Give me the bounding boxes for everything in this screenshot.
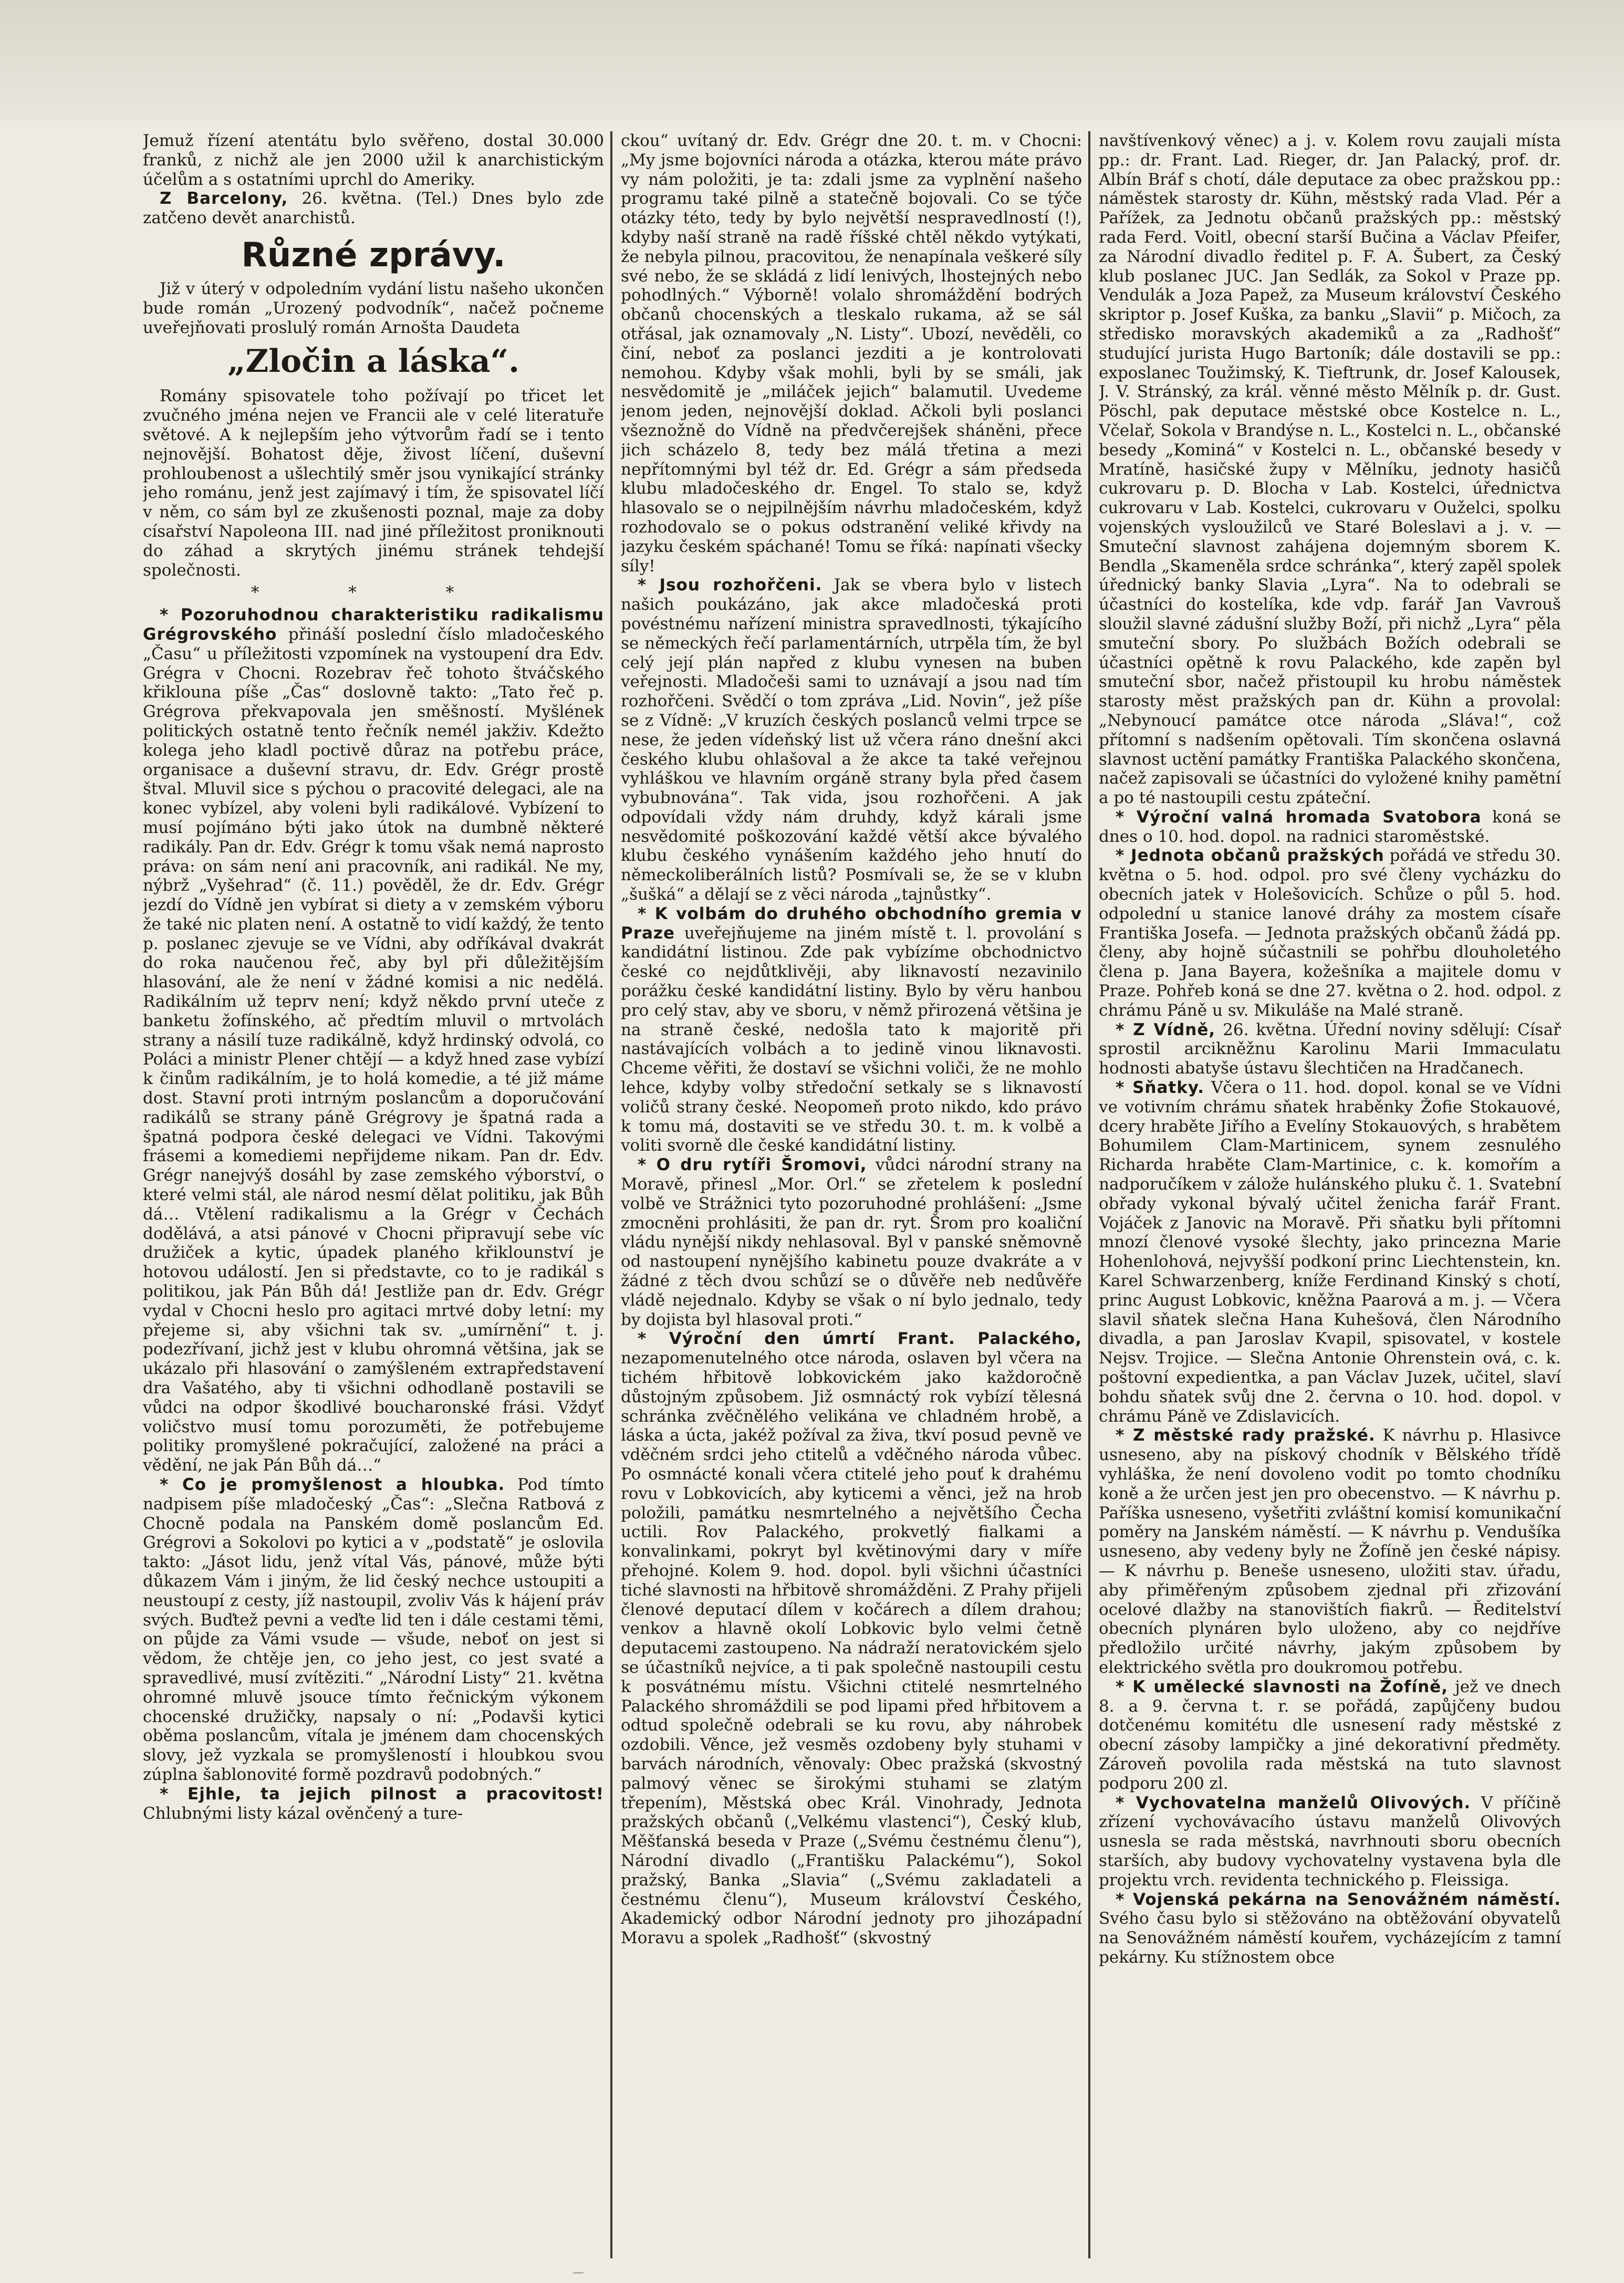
news-lead: * Vychovatelna manželů Olivových. (1116, 1793, 1471, 1812)
announcement-text: Již v úterý v odpoledním vydání listu našeho ukončen bude román „Urozený podvodník“, načež počneme uveřejňovati proslulý román Arnošta Daudeta (143, 279, 604, 337)
news-body: nezapomenutelného otce národa, oslaven byl včera na tichém hřbitově lobkovickém jako každoročně důstojným způsobem. Již osmnáctý rok vybízí tělesná schránka zvěčnělého velikána ve chladném hrobě, a láska a úcta, jakéž požíval za živa, tkví posud pevně ve vděčném srdci jeho ctitelů a vděčného národa vůbec. Po osmnácté konali včera ctitelé jeho pouť k drahému rovu v Lobkovicích, aby kyticemi a věnci, jež na hrob položili, památku nesmrtelného a největšího Čecha uctili. Rov Palackého, prokvetlý fialkami a konvalinkami, pokryt byl květinovými dary v míře přehojné. Kolem 9. hod. dopol. byli všichni účastníci tiché slavnosti na hřbitově shromážděni. Z Prahy přijeli členové deputací dílem v kočárech a dílem drahou; venkov a hlavně okolí Lobkovic bylo velmi četně deputacemi zastoupeno. Na nádraží neratovickém sjelo se účastníků nejvíce, a ti pak společně nastoupili cestu k posvátnému místu. Všichni ctitelé nesmrtelného Palackého shromáždili se pod lipami před hřbitovem a odtud společně odebrali se ku rovu, aby náhrobek ozdobili. Věnce, jež vesměs ozdobeny byly stuhami v barvách národních, věnovaly: Obec pražská (skvostný palmový věnec se širokými stuhami se zlatým třepením), Městská obec Král. Vinohrady, Jednota pražských občanů („Velkému vlastenci“), Český klub, Měšťanská beseda v Praze („Svému čestnému členu“), Národní divadlo („Františku Palackému“), Sokol pražský, Banka „Slavia“ („Svému zakladateli a čestnému členu“), Museum království Českého, Akademický odbor Národní jednoty pro jihozápadní Moravu a spolek „Radhošť“ (skvostný (621, 1349, 1082, 1948)
news-item (621, 904, 1082, 1155)
article-text: Jemuž řízení atentátu bylo svěřeno, dostal 30.000 franků, z nichž ale jen 2000 užil k anarchistickým účelům a s ostatními uprchl do Ameriky. (143, 131, 604, 189)
column-rule (1088, 131, 1090, 2258)
news-body: Pod tímto nadpisem píše mladočeský „Čas“: „Slečna Ratbová z Chocně podala na Panském domě poslancům Ed. Grégrovi a Sokolovi po kytici a v „podstatě“ je oslovila takto: „Jásot lidu, jenž vítal Vás, pánové, může býti důkazem Vám i jiným, že lid český nechce ustoupiti a neustoupí z cesty, jíž nastoupil, zvoliv Vás k hájení práv svých. Buďtež pevni a veďte lid ten i dále cestami těmi, on půjde za Vámi vsude — všude, neboť on jest si vědom, že chtěje jen, co jeho jest, co jest svaté a spravedlivé, musí zvítěziti.“ „Národní Listy“ 21. května ohromné mluvě jsouce tímto řečnickým výkonem chocenské družičky, napsaly o ní: „Podavši kytici oběma poslancům, vítala je jménem dam chocenských slovy, jež vyzkala se promyšleností i hloubkou svou zúplna šablonovité formě pozdravů podobných.“ (143, 1475, 604, 1784)
page-top-margin (0, 0, 1624, 121)
news-item (1099, 1426, 1561, 1677)
news-item (1099, 1020, 1561, 1078)
news-lead: * K umělecké slavnosti na Žofíně, (1116, 1677, 1448, 1696)
news-lead: * Pozoruhodnou charakteristiku radikalismu Grégrovského (143, 606, 604, 644)
news-body: vůdci národní strany na Moravě, přinesl „Mor. Orl.“ se zřetelem k poslední volbě ve Strážnici tyto pozoruhodné prohlášení: „Jsme zmocněni prohlásiti, že pan dr. ryt. Šrom pro koaliční vládu nynější nikdy nehlasoval. Byl v panské sněmovně od nastoupení nynějšího kabinetu pouze dvakráte a v žádné z těch dvou schůzí se o důvěře neb nedůvěře vládě nejednalo. Kdyby se však o ní bylo jednalo, tedy by dojista byl hlasoval proti.“ (621, 1155, 1082, 1329)
news-body: pořádá ve středu 30. května o 5. hod. odpol. pro své členy vycházku do obecních jatek v Holešovicích. Schůze o půl 5. hod. odpolední u stanice lanové dráhy za mostem císaře Františka Josefa. — Jednota pražských občanů žádá pp. členy, aby hojně súčastnili se pohřbu dlouholetého člena p. Jana Bayera, kožešníka a majitele domu v Praze. Pohřeb koná se dne 27. května o 2. hod. odpol. z chrámu Páně u sv. Mikuláše na Malé straně. (1099, 846, 1561, 1020)
announcement-text: Romány spisovatele toho požívají po třicet let zvučného jména nejen ve Francii ale v celé literatuře světové. A k nejlepším jeho výtvorům řadí se i tento nejnovější. Bohatost děje, živost líčení, duševní prohloubenost a ušlechtilý směr jsou vynikající stránky jeho románu, jenž jest zajímavý i tím, že spisovatel líčí v něm, co sám byl ze zkušenosti poznal, maje za doby císařství Napoleona III. nad jiné příležitost proniknouti do záhad a skrytých jinému stránek tehdejší společnosti. (143, 387, 604, 580)
news-body: V příčině zřízení vychovávacího ústavu manželů Olivových usnesla se rada městská, navrhnouti sboru obecních starších, aby budovy vychovatelny vystavena byla dle projektu vrch. revidenta technického p. Fleissiga. (1099, 1793, 1561, 1890)
news-lead: * Z Vídně, (1116, 1020, 1216, 1039)
news-item (621, 1329, 1082, 1948)
news-item (1099, 1078, 1561, 1426)
news-item (621, 576, 1082, 904)
news-lead: * Sňatky. (1116, 1078, 1204, 1098)
article-text: navštívenkový věnec) a j. v. Kolem rovu zaujali místa pp.: dr. Frant. Lad. Rieger, dr. Jan Palacký, prof. dr. Albín Bráf s chotí, dále deputace za obec pražskou pp.: náměstek starosty dr. Kühn, městský rada Vlad. Pér a Pařížek, za Jednotu občanů pražských pp.: městský rada Ferd. Voitl, obecní starší Bučina a Václav Pfeifer, za Národní divadlo ředitel p. F. A. Šubert, za Český klub poslanec JUC. Jan Sedlák, za Sokol v Praze pp. Vendulák a Joza Papež, za Museum království Českého skriptor p. Josef Kuška, za banku „Slavii“ p. Mičoch, za středisko moravských akademiků a za „Radhošť“ studující jurista Hugo Bartoník; dále dostavili se pp.: exposlanec Toužimský, K. Tieftrunk, dr. Josef Kalousek, J. V. Stránský, za král. věnné město Mělník p. dr. Gust. Pöschl, pak deputace městské obce Kostelce n. L., Včelař, Sokola v Brandýse n. L., Kostelci n. L., občanské besedy „Kominá“ v Kostelci n. L., občanské besedy v Mratíně, hasičské župy v Mělníku, jednoty hasičů cukrovaru p. D. Blocha v Lab. Kostelci, úřednictva cukrovaru v Lab. Kostelci, cukrovaru v Ouželci, spolku vojenských vysloužilců ve Staré Boleslavi a j. v. — Smuteční slavnost zahájena dojemným sborem K. Bendla „Skameněla srdce schránka“, který zapěl spolek úřednický banky Slavia „Lyra“. Na to odebrali se účastníci do kostelíka, kde vdp. farář Jan Vavrouš sloužil slavné zádušní služby Boží, při nichž „Lyra“ pěla smuteční sbory. Po službách Božích odebrali se účastníci opětně k rovu Palackého, kde zapěn byl smuteční sbor, načež přistoupil ku hrobu náměstek starosty měst pražských pan dr. Kühn a provolal: „Nebynoucí památce otce národa „Sláva!“, což přítomní s nadšením opětovali. Tím skončena oslavná slavnost uctění památky Františka Palackého skončena, načež zapisovali se účastníci do vyložené knihy pamětní a po té nastoupili cestu zpáteční. (1099, 131, 1561, 808)
news-item (143, 189, 604, 228)
news-body: koná se dnes o 10. hod. dopol. na radnici staroměstské. (1099, 807, 1561, 846)
news-lead: * K volbám do druhého obchodního gremia v Praze (621, 904, 1082, 943)
news-body: 26. května. (Tel.) Dnes bylo zde zatčeno devět anarchistů. (143, 189, 604, 228)
news-body: Jak se vbera bylo v listech našich poukázáno, jak akce mladočeská proti povéstnému nařízení ministra spravedlnosti, týkajícího se německých řečí parlamentárních, utrpěla tím, že byl celý její plán napřed z klubu vynesen na buben veřejnosti. Mladočeši sami to uznávají a jsou nad tím rozhořčeni. Svědčí o tom zpráva „Lid. Novin“, jež píše se z Vídně: „V kruzích českých poslanců velmi trpce se nese, že jeden vídeňský list už včera ráno dnešní akci českého klubu ohlašoval a že akce ta také veřejnou vyhláškou ve hlavním orgáně strany byla před časem vybubnována“. Tak vida, jsou rozhořčeni. A jak odpovídali vždy nám druhdy, když kárali jsme nesvědomité poškozování každé větší akce bývalého klubu českého vynášením každého jeho hnutí do německoliberálních listů? Posmívali se, že se v klubn „šušká“ a dělají se z věci národa „tajnůstky“. (621, 576, 1082, 904)
news-body: Chlubnými listy kázal ověnčený a ture- (143, 1804, 463, 1823)
news-lead: Z Barcelony, (160, 189, 288, 209)
column-middle (621, 131, 1082, 2258)
news-body: 26. května. Úřední noviny sdělují: Císař sprostil arcikněžnu Karolinu Marii Immaculatu hodnosti abatyše ústavu šlechtičen na Hradčanech. (1099, 1020, 1561, 1078)
news-item (621, 1155, 1082, 1329)
news-body: Svého času bylo si stěžováno na obtěžování obyvatelů na Senovážném náměstí kouřem, vycházejícím z tamní pekárny. Ku stížnostem obce (1099, 1909, 1561, 1967)
news-item (1099, 808, 1561, 847)
column-left (143, 131, 604, 2258)
news-item (143, 606, 604, 1475)
news-body: jež ve dnech 8. a 9. června t. r. se pořádá, zapůjčeny budou dotčenému komitétu dle usnesení rady městské z obecní zásoby lampičky a jiné dekorativní předměty. Zároveň povolila rada městská na tuto slavnost podporu 200 zl. (1099, 1677, 1561, 1793)
news-item (143, 1475, 604, 1785)
news-body: přináší poslední číslo mladočeského „Času“ u příležitosti vzpomínek na vystoupení dra Edv. Grégra v Chocni. Rozebrav řeč tohoto štváčského křiklouna píše „Čas“ doslovně takto: „Tato řeč p. Grégrova překvapovala jen směšností. Myšlének politických ostatně tento řečník nemél jakživ. Kdežto kolega jeho kladl poctivě důraz na potřebu práce, organisace a duševní stravu, dr. Edv. Grégr prostě štval. Mluvil sice s pýchou o pracovité delegaci, ale na konec vybízel, aby voleni byli radikálové. Vybízení to musí pojímáno býti jako útok na dumbně některé radikály. Pan dr. Edv. Grégr k tomu však nemá naprosto práva: on sám není ani pracovník, ani radikál. Ne my, nýbrž „Vyšehrad“ (č. 11.) pověděl, že dr. Edv. Grégr jezdí do Vídně jen vybírat si diety a v zemském výboru že také nic platen není. A ostatně to vidí každý, že tento p. poslanec zjevuje se ve Vídni, aby odříkával dvakrát do roka naučenou řeč, aby byl při důležitějším hlasování, ale že není v žádné komisi a nic nedělá. Radikálním už teprv není; když někdo první uteče z banketu žofínského, ač předtím mluvil o mrtvolách strany a násilí tuze radikálně, když hrdinský odvolá, co Poláci a ministr Plener chtějí — a když hned zase vybízí k činům radikálním, je to holá komedie, a té již máme dost. Stavní proti intrným poslancům a doporučování radikálů se strany páně Grégrovy je špatná rada a špatná podpora české delegaci ve Vídni. Takovými frásemi a komediemi nepřijdeme nikam. Pan dr. Edv. Grégr nanejvýš dosáhl by zase zemského výborství, o které velmi stál, ale národ nesmí dělat politiku, jak Bůh dá… Vtělení radikalismu a la Grégr v Čechách dodělává, a atsi pánové v Chocni připravují sebe víc družiček a kytic, úpadek planého křiklounství je hotovou událostí. Jen si představte, co to je radikál s politikou, jak Pán Bůh dá! Jestliže pan dr. Edv. Grégr vydal v Chocni heslo pro agitaci mrtvé doby letní: my přejeme si, aby všichni tak sv. „umírnění“ t. j. podezřívaní, jichž jest v klubu ohromná většina, jak se ukázalo při hlasování o zamýšleném extrapředstavení dra Vašatého, aby ti všichni odhodlaně postavili se vůdci na odpor škodlivé boucharonské frási. Vždyť voličstvo musí tomu porozuměti, že potřebujeme politiky promyšlené pokračující, založené na práci a vědění, ne jak Pán Bůh dá…“ (143, 624, 604, 1475)
news-lead: * Vojenská pekárna na Senovážném náměstí. (1116, 1890, 1561, 1909)
news-item (143, 1785, 604, 1823)
news-lead: * Výroční valná hromada Svatobora (1116, 807, 1482, 827)
column-right (1099, 131, 1561, 2258)
news-item (1099, 846, 1561, 1020)
news-item (1099, 1794, 1561, 1890)
news-body: K návrhu p. Hlasivce usneseno, aby na pískový chodník v Bělského třídě vyhláška, že není dovoleno vodit po tomto chodníku koně a že určen jest jen pro obecenstvo. — K návrhu p. Paříška usneseno, vyšetřiti zvláštní komisí komunikační poměry na Janském náměstí. — K návrhu p. Vendušíka usneseno, aby vedeny byly ne Žofíně jen české nápisy. — K návrhu p. Beneše usneseno, uložiti stav. úřadu, aby přiměřeným způsobem zjednal při zřizování ocelové dlažby na stanovištích fiakrů. — Ředitelství obecních plynáren bylo uloženo, aby co nejdříve předložilo určité návrhy, jakým způsobem by elektrického světla pro doukromou potřebu. (1099, 1426, 1561, 1677)
news-lead: * Jednota občanů pražských (1116, 846, 1384, 866)
news-lead: * Z městské rady pražské. (1116, 1426, 1376, 1445)
news-lead: * Výroční den úmrtí Frant. Palackého, (638, 1329, 1082, 1349)
news-body: Včera o 11. hod. dopol. konal se ve Vídni ve votivním chrámu sňatek hraběnky Žofie Stokauové, dcery hraběte Jiřího a Evelíny Stokauových, s hrabětem Bohumilem Clam-Martinicem, synem zesnulého Richarda hraběte Clam-Martinice, c. k. komořím a nadporučíkem v zálože hulánského pluku č. 1. Svatební obřady vykonal bývalý učitel ženicha farář Frant. Vojáček z Janovic na Moravě. Při sňatku byli přítomni mnozí členové vysoké šlechty, jako princezna Marie Hohenlohová, nejvyšší podkoní princ Liechtenstein, kn. Karel Schwarzenberg, kníže Ferdinand Kinský s chotí, princ August Lobkovic, kněžna Paarová a m. j. — Včera slavil sňatek slečna Hana Kuhešová, člen Národního divadla, a pan Jaroslav Kvapil, spisovatel, v kostele Nejsv. Trojice. — Slečna Antonie Ohrenstein ová, c. k. poštovní expedientka, a pan Václav Juzek, učitel, slaví bohdu sňatek svůj dne 2. června o 10. hod. dopol. v chrámu Páně ve Zdislavicích. (1099, 1078, 1561, 1426)
news-lead: * Jsou rozhořčeni. (638, 576, 823, 595)
page-footer-mark: — (572, 2266, 584, 2279)
novel-title: „Zločin a láska“. (227, 343, 520, 380)
news-item (1099, 1890, 1561, 1967)
column-rule (610, 131, 612, 2258)
news-item (1099, 1677, 1561, 1794)
article-text: ckou“ uvítaný dr. Edv. Grégr dne 20. t. m. v Chocni: „My jsme bojovníci národa a otázka, kterou máte právo vy nám položiti, je ta: zdali jsme za vyplnění našeho programu také pilně a statečně bojovali. Co se týče otázky této, tedy by bylo největší nespravedlností (!), kdyby naší straně na radě říšské chtěl někdo vytýkati, že nebyla pilnou, pracovitou, že nenapínala veškeré síly své nebo, že se skládá z lidí lenivých, lhostejných nebo pohodlných.“ Výborně! volalo shromáždění bodrých občanů chocenských a tleskalo rukama, až se sál otřásal, jak oznamovaly „N. Listy“. Ubozí, nevěděli, co činí, neboť za poslanci jezditi a je kontrolovati nemohou. Kdyby však mohli, byli by se smáli, jak nesvědomitě je „miláček jejich“ balamutil. Uvedeme jenom jeden, nejnovější doklad. Ačkoli byli poslanci všeznožně do Vídně na předvčerejšek sháněni, přece jich scházelo 8, tedy bez málá třetina a mezi nepřítomnými byl též dr. Ed. Grégr a sám předseda klubu mladočeského dr. Engel. To stalo se, když hlasovalo se o nejpilnějším návrhu mladočeském, když rozhodovalo se o pokus odstranění veliké křivdy na jazyku českém spáchané! Tomu se říká: napínati všecky síly! (621, 131, 1082, 576)
section-heading: Různé zprávy. (241, 235, 506, 275)
news-lead: * Co je promyšlenost a hloubka. (160, 1475, 505, 1494)
news-lead: * O dru rytíři Šromovi, (638, 1155, 867, 1175)
section-divider: * * * (251, 583, 496, 602)
news-body: uveřejňujeme na jiném místě t. l. provolání s kandidátní listinou. Zde pak vybízíme obchodnictvo české co nejdůtklivěji, aby liknavostí nezavinilo porážku české kandidátní listiny. Bylo by věru hanbou pro celý stav, aby ve sboru, v němž přirozená většina je na straně české, nedošla tato k majoritě při nastávajících volbách a to jedině vinou liknavosti. Chceme věřiti, že dostaví se všichni voliči, že ne mohlo lehce, kdyby volby středoční setkaly se s liknavostí voličů strany české. Neopomeň proto nikdo, kdo právo k tomu má, dostaviti se ve středu 30. t. m. k volbě a voliti svorně dle české kandidátní listiny. (621, 923, 1082, 1155)
news-lead: * Ejhle, ta jejich pilnost a pracovitost! (160, 1784, 604, 1804)
